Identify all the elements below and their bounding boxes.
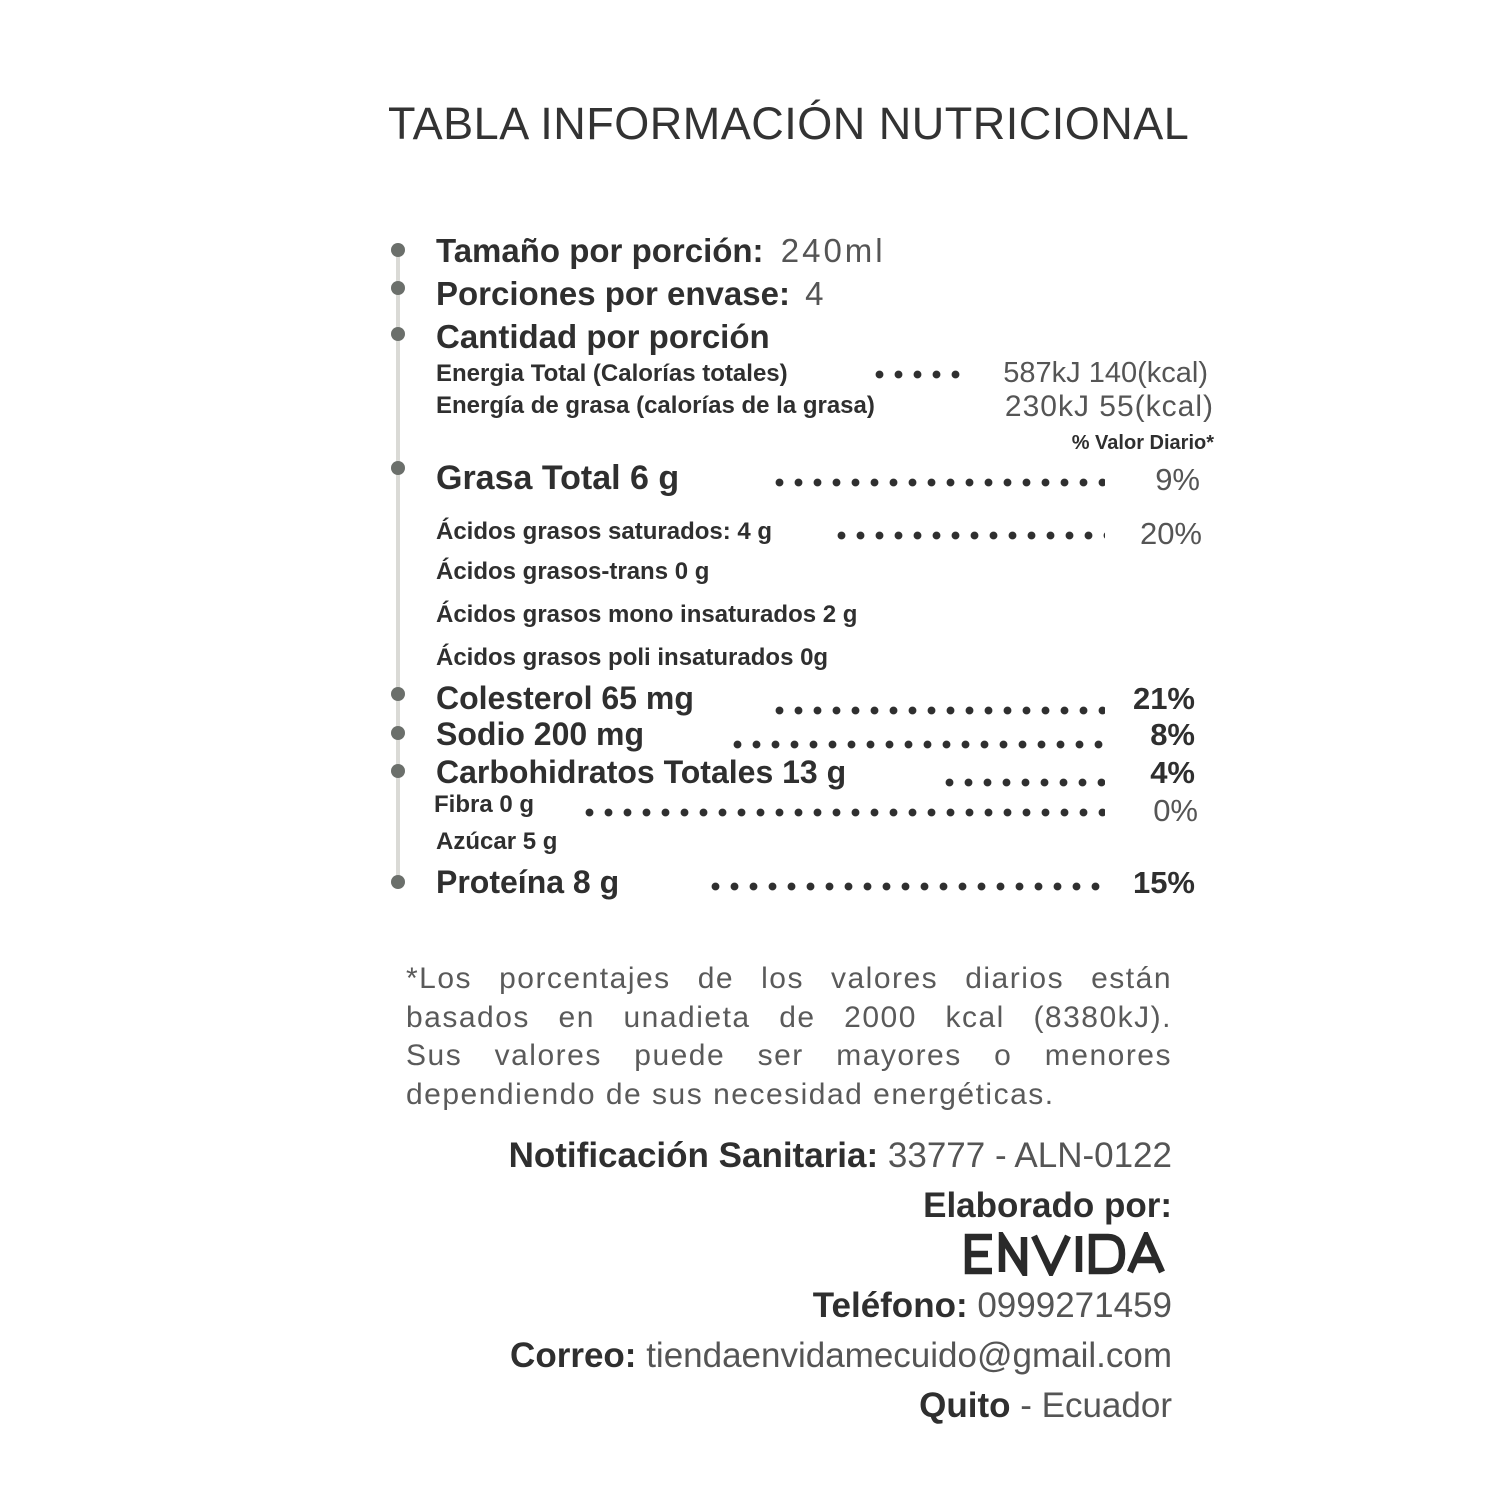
daily-value-header: % Valor Diario* [1071,432,1214,454]
saturated-fat-label: Ácidos grasos saturados: 4 g [436,518,773,545]
bullet-marker [391,764,405,778]
amount-per-serving-heading: Cantidad por porción [436,318,770,355]
bullet-marker [391,687,405,701]
total-fat-label: Grasa Total 6 g [436,459,680,497]
sodium-dv: 8% [1150,717,1195,752]
email-label: Correo: [510,1336,637,1375]
sanitary-notification-label: Notificación Sanitaria: [508,1136,879,1175]
energy-total-value: 587kJ 140(kcal) [1003,357,1208,389]
protein-dv: 15% [1132,865,1195,900]
fiber-label: Fibra 0 g [434,791,535,818]
bullet-marker [391,281,405,295]
serving-size-row [436,232,886,270]
bullet-marker [391,243,405,257]
location-separator: - [1010,1386,1042,1425]
dot-leader [770,706,1105,715]
sugar-label: Azúcar 5 g [436,828,558,855]
daily-value-footnote [406,960,1172,1114]
carbohydrates-label: Carbohidratos Totales 13 g [436,754,847,790]
monounsaturated-fat-label: Ácidos grasos mono insaturados 2 g [436,601,858,628]
country-label: Ecuador [1041,1386,1172,1425]
polyunsaturated-fat-label: Ácidos grasos poli insaturados 0g [436,644,829,671]
footnote-line: Sus valores puede ser mayores o menores [406,1039,1172,1072]
page-title: TABLA INFORMACIÓN NUTRICIONAL [388,98,1190,149]
footnote-line: *Los porcentajes de los valores diarios están [406,962,1172,995]
envida-logo [962,1232,1172,1281]
sodium-label: Sodio 200 mg [436,716,645,752]
email-value: tiendaenvidamecuido@gmail.com [646,1336,1172,1375]
protein-label: Proteína 8 g [436,864,620,900]
dot-leader [706,882,1105,891]
phone-label: Teléfono: [812,1286,968,1325]
energy-fat-label: Energía de grasa (calorías de la grasa) [436,392,875,419]
dot-leader [770,478,1105,487]
bullet-marker [391,327,405,341]
bullet-marker [391,461,405,475]
servings-per-container-value: 4 [805,275,824,312]
energy-total-label: Energia Total (Calorías totales) [436,360,788,387]
bullet-marker [391,875,405,889]
serving-size-value: 240ml [780,232,886,269]
email-row [510,1336,1172,1376]
city-label: Quito [919,1386,1011,1425]
footnote-line: basados en unadieta de 2000 kcal (8380kJ). [406,1000,1172,1034]
dot-leader [870,370,970,379]
dot-leader [940,778,1105,787]
dot-leader [580,808,1105,817]
servings-per-container-row [436,275,824,313]
energy-fat-value: 230kJ 55(kcal) [1004,390,1214,423]
carbohydrates-dv: 4% [1150,755,1195,790]
trans-fat-label: Ácidos grasos-trans 0 g [436,558,710,585]
timeline-spine [396,248,400,884]
phone-row [813,1286,1172,1326]
saturated-fat-dv: 20% [1139,516,1202,551]
dot-leader [728,740,1105,749]
footnote-line: dependiendo de sus necesidad energéticas. [406,1077,1055,1111]
serving-size-label: Tamaño por porción: [436,232,764,269]
fiber-dv: 0% [1153,793,1198,828]
sanitary-notification-value: 33777 - ALN-0122 [887,1136,1172,1175]
dot-leader [832,531,1105,540]
total-fat-dv: 9% [1155,462,1200,497]
sanitary-notification-row [509,1136,1172,1176]
cholesterol-dv: 21% [1132,681,1195,716]
phone-value: 0999271459 [977,1286,1172,1325]
cholesterol-label: Colesterol 65 mg [436,680,694,716]
bullet-marker [391,726,405,740]
servings-per-container-label: Porciones por envase: [436,275,790,312]
location-row [919,1386,1172,1426]
made-by-label: Elaborado por: [923,1186,1172,1225]
